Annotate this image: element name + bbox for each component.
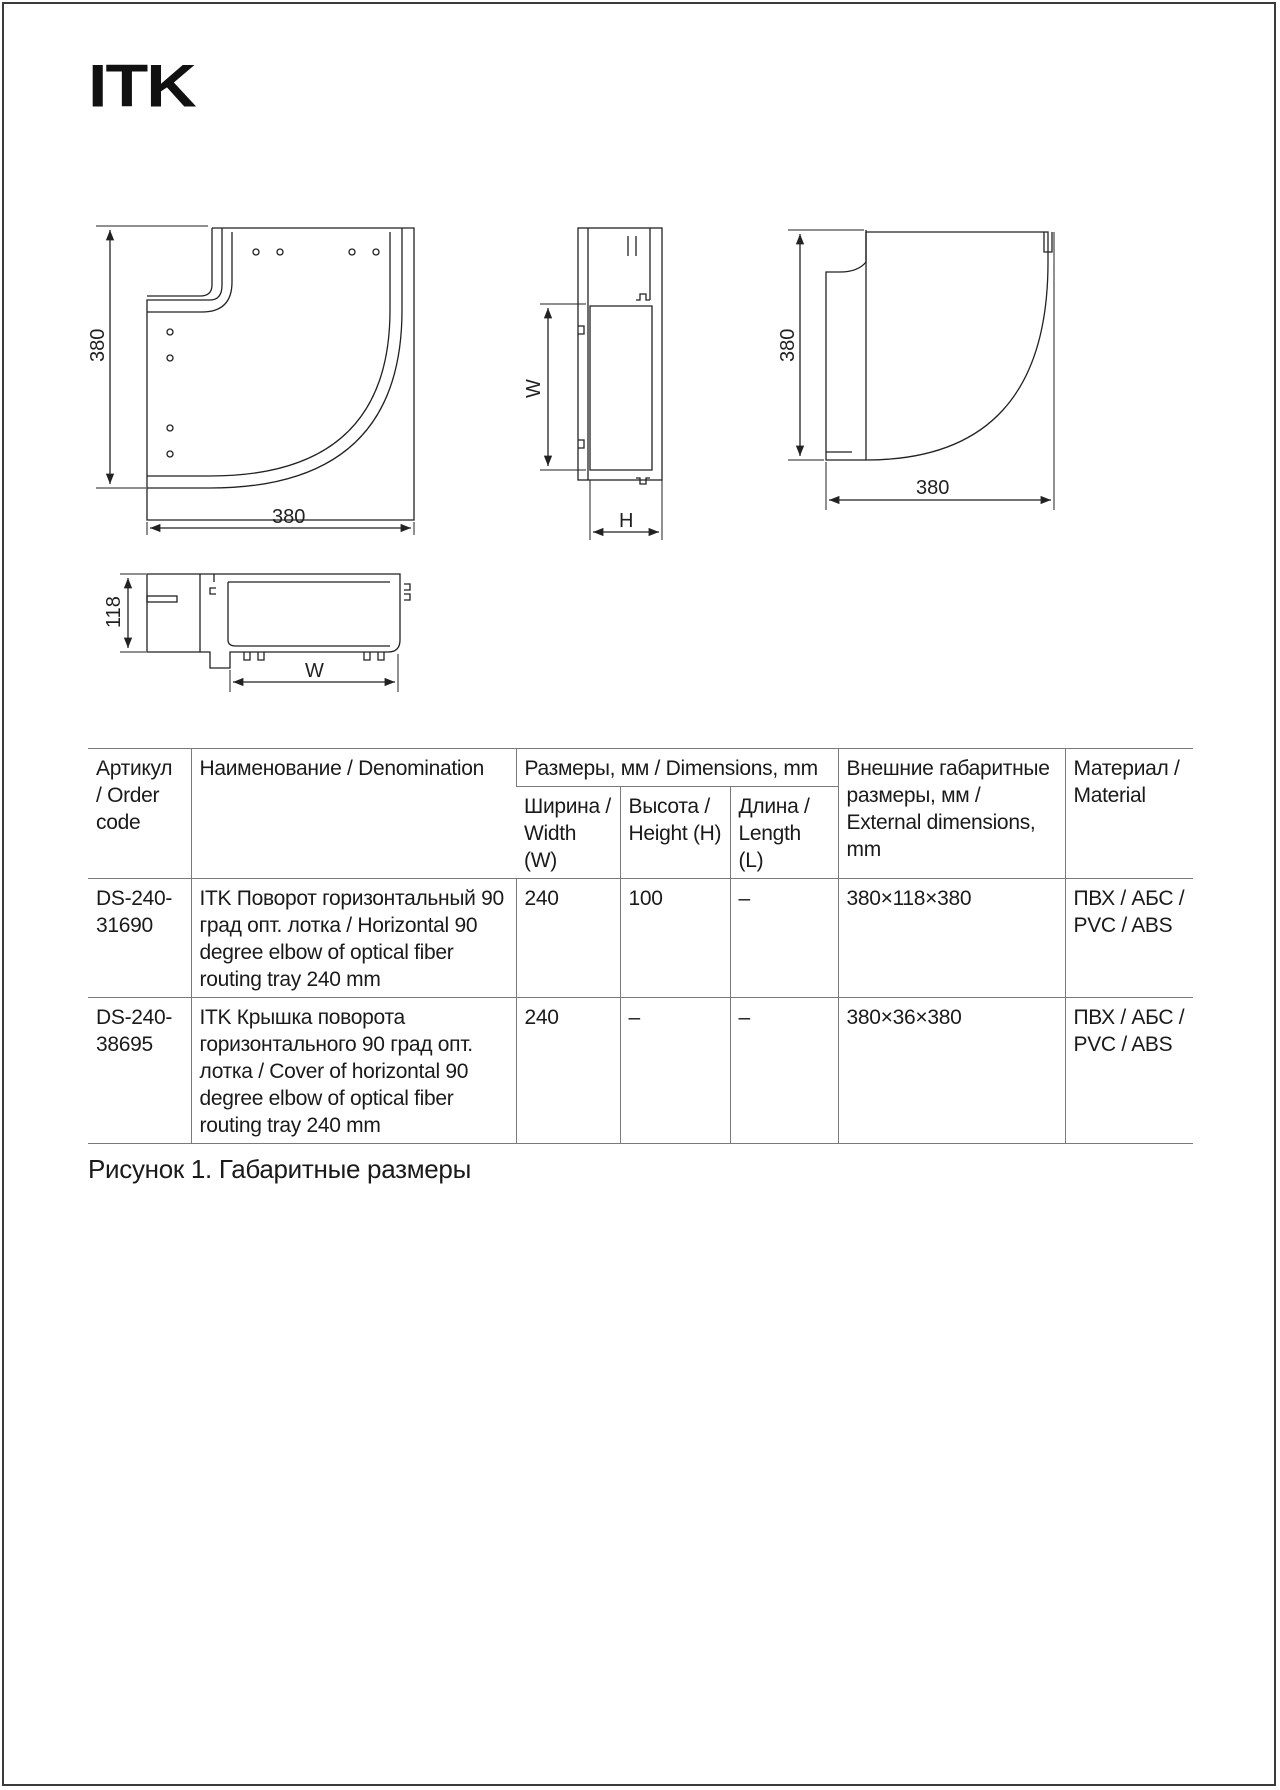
side-view-height-label: 118 <box>103 596 125 628</box>
side-view <box>120 574 410 692</box>
row-height: – <box>620 998 730 1144</box>
top-view-height-label: 380 <box>87 328 109 362</box>
row-width: 240 <box>516 998 620 1144</box>
cover-view-height-label: 380 <box>777 328 799 362</box>
front-view <box>540 228 662 540</box>
header-order-code: Артикул / Order code <box>88 749 191 879</box>
row-length: – <box>730 998 838 1144</box>
table-row <box>88 998 1193 1144</box>
front-view-h-label: H <box>619 510 634 532</box>
specification-table <box>88 748 1193 1144</box>
row-width: 240 <box>516 879 620 998</box>
row-external: 380×36×380 <box>838 998 1065 1144</box>
row-external: 380×118×380 <box>838 879 1065 998</box>
table-row <box>88 879 1193 998</box>
header-denomination: Наименование / Denomination <box>191 749 516 879</box>
table-header-row <box>88 749 1193 787</box>
cover-view-width-label: 380 <box>916 477 950 499</box>
figure-caption: Рисунок 1. Габаритные размеры <box>88 1154 471 1184</box>
header-width: Ширина / Width (W) <box>516 787 620 879</box>
row-length: – <box>730 879 838 998</box>
technical-drawing <box>0 0 1280 720</box>
header-height: Высота / Height (H) <box>620 787 730 879</box>
top-view <box>96 226 414 535</box>
header-material: Материал / Material <box>1065 749 1193 879</box>
row-code: DS-240-31690 <box>88 879 191 998</box>
row-material: ПВХ / АБС / PVC / ABS <box>1065 879 1193 998</box>
side-view-w-label: W <box>305 660 324 682</box>
row-material: ПВХ / АБС / PVC / ABS <box>1065 998 1193 1144</box>
row-height: 100 <box>620 879 730 998</box>
header-dimensions: Размеры, мм / Dimensions, mm <box>516 749 838 787</box>
header-length: Длина / Length (L) <box>730 787 838 879</box>
top-view-width-label: 380 <box>272 506 306 528</box>
row-name: ITK Поворот горизонтальный 90 град опт. лотка / Horizontal 90 degree elbow of optical fiber routing tray 240 mm <box>191 879 516 998</box>
cover-view <box>788 230 1054 510</box>
row-name: ITK Крышка поворота горизонтального 90 град опт. лотка / Cover of horizontal 90 degree elbow of optical fiber routing tray 240 mm <box>191 998 516 1144</box>
itk-logo: ITK <box>88 52 195 120</box>
header-external-dimensions: Внешние габаритные размеры, мм / External dimensions, mm <box>838 749 1065 879</box>
row-code: DS-240-38695 <box>88 998 191 1144</box>
front-view-w-label: W <box>523 379 545 398</box>
